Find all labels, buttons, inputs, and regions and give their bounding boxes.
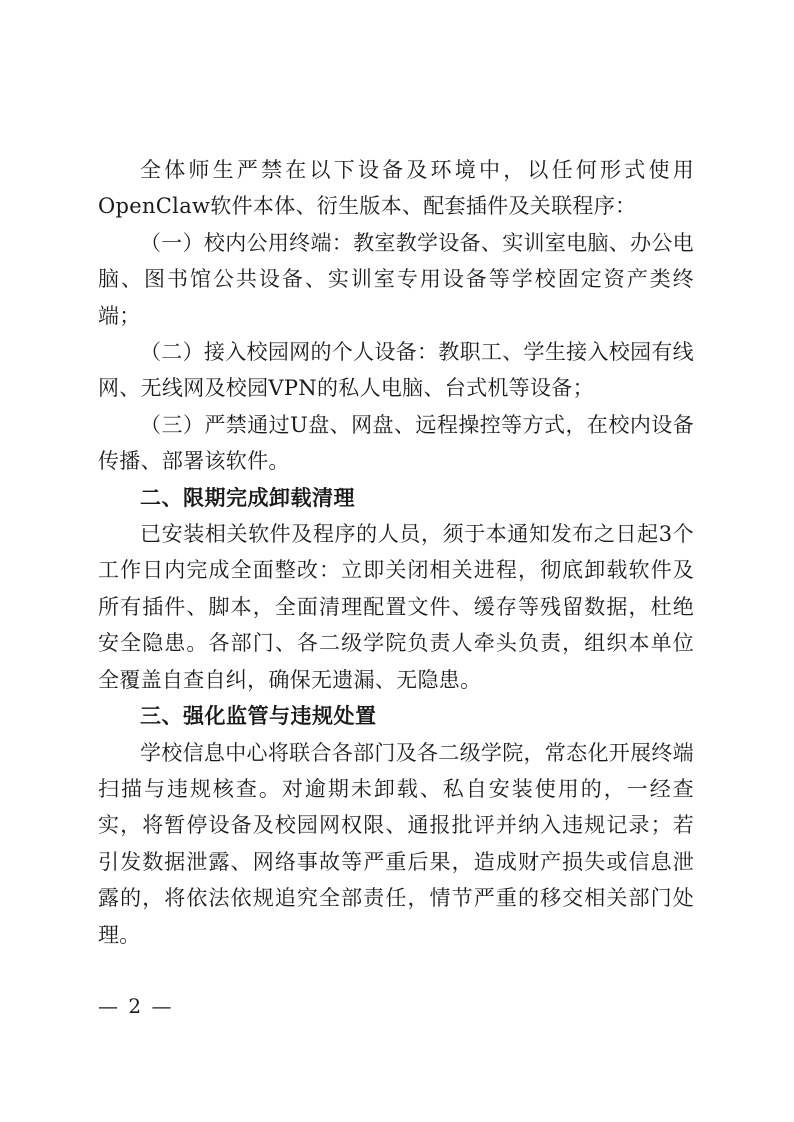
paragraph-item-3: （三）严禁通过U盘、网盘、远程操控等方式，在校内设备传播、部署该软件。 — [98, 412, 694, 474]
paragraph-uninstall: 已安装相关软件及程序的人员，须于本通知发布之日起3个工作日内完成全面整改：立即关闭相关进程，彻底卸载软件及所有插件、脚本，全面清理配置文件、缓存等残留数据，杜绝安全隐患。各部门、各二级学院负责人牵头负责，组织本单位全覆盖自查自纠，确保无遗漏、无隐患。 — [98, 522, 694, 692]
section-heading-3: 三、强化监管与违规处置 — [140, 704, 377, 729]
document-body — [98, 152, 694, 953]
paragraph-usage-ban: 全体师生严禁在以下设备及环境中，以任何形式使用OpenClaw软件本体、衍生版本、配套插件及关联程序： — [98, 158, 694, 219]
paragraph-item-2: （二）接入校园网的个人设备：教职工、学生接入校园有线网、无线网及校园VPN的私人电脑、台式机等设备； — [98, 340, 694, 401]
paragraph-item-1: （一）校内公用终端：教室教学设备、实训室电脑、办公电脑、图书馆公共设备、实训室专用设备等学校固定资产类终端； — [98, 230, 694, 328]
page-number: — 2 — — [98, 994, 174, 1018]
section-heading-2: 二、限期完成卸载清理 — [140, 485, 355, 510]
paragraph-supervision: 学校信息中心将联合各部门及各二级学院，常态化开展终端扫描与违规核查。对逾期未卸载、私自安装使用的，一经查实，将暂停设备及校园网权限、通报批评并纳入违规记录；若引发数据泄露、网络事故等严重后果，造成财产损失或信息泄露的，将依法依规追究全部责任，情节严重的移交相关部门处理。 — [98, 740, 694, 947]
